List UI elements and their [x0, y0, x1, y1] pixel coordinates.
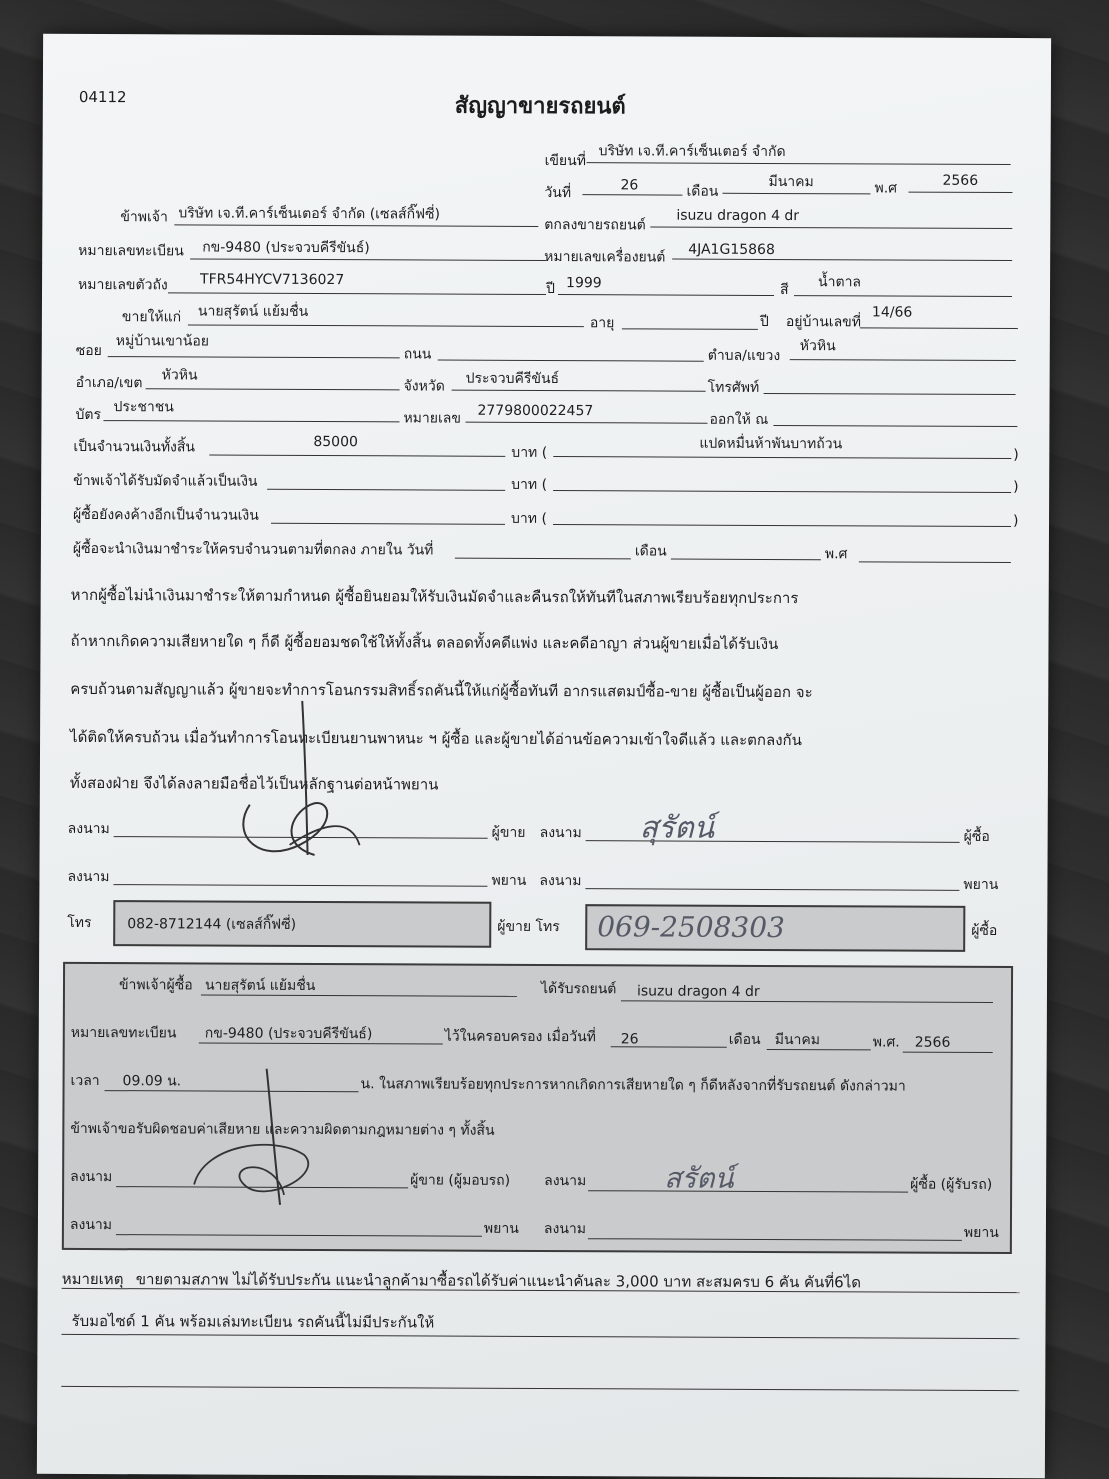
receipt-seller-sign-line [116, 1186, 408, 1188]
soi-label: ซอย [75, 342, 102, 360]
pay-month-line [671, 559, 821, 561]
receipt-year-label: พ.ศ. [872, 1034, 900, 1051]
pay-year-line [859, 561, 1011, 563]
receipt-box [62, 962, 1013, 1254]
buyer-name-value: นายสุรัตน์ แย้มชื่น [197, 303, 309, 320]
receipt-year-value: 2566 [914, 1034, 951, 1051]
issued-line [773, 425, 1017, 427]
subdistrict-label: ตำบล/แขวง [707, 347, 781, 365]
witness-1-sign-line [113, 884, 487, 887]
sign-label-witness-2: ลงนาม [539, 872, 582, 890]
pay-year-label: พ.ศ [824, 546, 848, 563]
district-label: อำเภอ/เขต [75, 374, 143, 392]
day-value: 26 [620, 177, 639, 194]
witness-2-sign-line [585, 888, 959, 891]
total-line [209, 455, 505, 457]
remain-close-paren: ) [1012, 513, 1019, 530]
car-model-line [650, 226, 1012, 229]
engine-label: หมายเลขเครื่องยนต์ [544, 248, 666, 266]
receipt-time-label: เวลา [70, 1072, 100, 1090]
car-year-line [558, 294, 774, 296]
receipt-buyer-role: ผู้ซื้อ (ผู้รับรถ) [910, 1176, 993, 1193]
receipt-witness-role-1: พยาน [483, 1220, 519, 1237]
receipt-year-line [903, 1052, 993, 1053]
age-unit: ปี [759, 313, 769, 330]
soi-value: หมู่บ้านเขาน้อย [115, 333, 210, 350]
deposit-line [267, 489, 505, 491]
seller-label: ข้าพเจ้า [120, 209, 168, 226]
color-value: น้ำตาล [818, 274, 862, 291]
receipt-seller-role: ผู้ขาย (ผู้มอบรถ) [410, 1172, 511, 1189]
terms-line-3: ครบถ้วนตามสัญญาแล้ว ผู้ขายจะทำการโอนกรรมสิทธิ์รถคันนี้ให้แก่ผู้ซื้อทันที อากรแสตมป์ซื้อ-ขาย ผู้ซื้อเป็นผู้ออก จะ [70, 679, 813, 702]
plate-label: หมายเลขทะเบียน [78, 242, 184, 260]
color-line [794, 295, 1012, 297]
district-value: หัวหิน [161, 367, 198, 384]
district-line [146, 388, 400, 390]
note-line-2: รับมอไซด์ 1 คัน พร้อมเล่มทะเบียน รถคันนี้ไม่มีประกันให้ [71, 1311, 435, 1332]
contract-paper [37, 34, 1051, 1478]
sign-label-buyer: ลงนาม [539, 824, 582, 842]
car-agree-label: ตกลงขายรถยนต์ [544, 216, 646, 234]
receipt-time-value: 09.09 น. [122, 1073, 182, 1090]
receipt-text-1: น. ในสภาพเรียบร้อยทุกประการหากเกิดการเสียหายใด ๆ ก็ดีหลังจากที่รับรถยนต์ ดังกล่าวมา [360, 1076, 906, 1095]
year-label: พ.ศ [874, 180, 898, 197]
receipt-possession-label: ไว้ในครอบครอง เมื่อวันที่ [444, 1028, 596, 1046]
sign-label-seller: ลงนาม [67, 820, 110, 838]
chassis-label: หมายเลขตัวถัง [78, 276, 168, 294]
card-value: ประชาชน [113, 399, 174, 416]
month-label: เดือน [686, 183, 719, 200]
receipt-buyer-label: ข้าพเจ้าผู้ซื้อ [118, 977, 193, 994]
receipt-time-line [105, 1090, 359, 1092]
receipt-plate-value: กข-9480 (ประจวบคีรีขันธ์) [204, 1025, 373, 1043]
year-line [908, 192, 1012, 193]
card-line [103, 420, 399, 422]
receipt-model-line [621, 1000, 993, 1003]
plate-line [190, 258, 546, 261]
written-at-label: เขียนที่ [544, 152, 586, 170]
province-value: ประจวบคีรีขันธ์ [465, 370, 560, 388]
total-baht: บาท ( [511, 444, 548, 462]
plate-value: กข-9480 (ประจวบคีรีขันธ์) [202, 239, 370, 257]
receipt-month-line [767, 1049, 871, 1050]
receipt-text-2: ข้าพเจ้าขอรับผิดชอบค่าเสียหาย และความผิดตามกฎหมายต่าง ๆ ทั้งสิ้น [70, 1120, 495, 1139]
id-label: หมายเลข [403, 410, 461, 427]
remain-baht: บาท ( [510, 510, 547, 528]
month-value: มีนาคม [768, 173, 814, 191]
province-label: จังหวัด [403, 378, 445, 395]
seller-role: ผู้ขาย [491, 824, 526, 841]
pay-label: ผู้ซื้อจะนำเงินมาชำระให้ครบจำนวนตามที่ตกลง ภายใน วันที่ [72, 540, 434, 559]
seller-tel-box [113, 900, 491, 948]
note-rule-2 [61, 1334, 1019, 1339]
chassis-line [168, 292, 546, 295]
receipt-witness-role-2: พยาน [963, 1224, 999, 1241]
tel-label: โทร [67, 914, 92, 932]
age-label: อายุ [589, 315, 615, 332]
receipt-plate-line [199, 1042, 443, 1044]
receipt-month-label: เดือน [728, 1031, 761, 1048]
seller-sign-line [114, 836, 488, 839]
receipt-buyer-signature: สรัตน์ [664, 1161, 734, 1195]
seller-value: บริษัท เจ.ที.คาร์เซ็นเตอร์ จำกัด (เซลส์กิ๊ฟซี่) [178, 205, 441, 223]
house-line [860, 327, 1018, 329]
receipt-witness-2-line [588, 1238, 962, 1241]
engine-line [672, 259, 1012, 261]
receipt-witness-1-line [116, 1234, 482, 1237]
issued-label: ออกให้ ณ [709, 411, 769, 428]
written-at-line [587, 162, 1011, 165]
house-label: อยู่บ้านเลขที่ [785, 314, 862, 331]
sell-to-label: ขายให้แก่ [121, 309, 182, 326]
receipt-sign-label-witness-1: ลงนาม [69, 1216, 113, 1234]
sign-label-witness-1: ลงนาม [67, 868, 110, 886]
car-year-label: ปี [546, 281, 555, 298]
house-value: 14/66 [871, 304, 913, 321]
seller-tel-role: ผู้ขาย โทร [497, 918, 560, 936]
witness-role-2: พยาน [963, 876, 999, 893]
chassis-value: TFR54HYCV7136027 [200, 271, 345, 289]
terms-line-4: ได้ติดให้ครบถ้วน เมื่อวันทำการโอนทะเบียนยานพาหนะ ฯ ผู้ซื้อ และผู้ขายได้อ่านข้อความเข้าใจดีแล้ว และตกลงกัน [70, 727, 802, 750]
id-line [465, 422, 707, 424]
buyer-tel-box [585, 904, 965, 952]
written-at-value: บริษัท เจ.ที.คาร์เซ็นเตอร์ จำกัด [598, 143, 786, 161]
year-value: 2566 [942, 172, 979, 189]
car-year-value: 1999 [566, 275, 602, 292]
buyer-role: ผู้ซื้อ [963, 828, 990, 845]
pay-day-line [455, 558, 631, 560]
terms-line-2: ถ้าหากเกิดความเสียหายใด ๆ ก็ดี ผู้ซื้อยอมชดใช้ให้ทั้งสิ้น ตลอดทั้งคดีแพ่ง และคดีอาญา ส่วนผู้ขายเมื่อได้รับเงิน [70, 631, 779, 654]
receipt-month-value: มีนาคม [774, 1032, 821, 1049]
total-label: เป็นจำนวนเงินทั้งสิ้น [73, 438, 196, 456]
total-text-value: แปดหมื่นห้าพันบาทถ้วน [699, 435, 843, 453]
terms-line-1: หากผู้ซื้อไม่นำเงินมาชำระให้ตามกำหนด ผู้ซื้อยินยอมให้รับเงินมัดจำและคืนรถให้ทันทีในสภาพเรียบร้อยทุกประการ [70, 585, 799, 608]
receipt-received-label: ได้รับรถยนต์ [540, 980, 617, 998]
receipt-buyer-line [201, 995, 517, 997]
buyer-signature: สุรัตน์ [639, 810, 715, 846]
deposit-label: ข้าพเจ้าได้รับมัดจำแล้วเป็นเงิน [73, 472, 258, 490]
document-number: 04112 [78, 87, 127, 107]
car-model-value: isuzu dragon 4 dr [676, 207, 800, 225]
deposit-baht: บาท ( [511, 476, 548, 494]
witness-role-1: พยาน [491, 872, 527, 889]
road-line [438, 360, 704, 362]
day-line [582, 194, 682, 195]
seller-line [174, 224, 538, 227]
id-value: 2779800022457 [477, 402, 594, 420]
total-close-paren: ) [1013, 447, 1019, 464]
receipt-model-value: isuzu dragon 4 dr [636, 983, 760, 1000]
phone-line [764, 393, 1016, 395]
total-text-line [553, 456, 1011, 459]
receipt-day-value: 26 [620, 1031, 639, 1048]
receipt-seller-signature-scribble [184, 1064, 345, 1215]
terms-line-5: ทั้งสองฝ่าย จึงได้ลงลายมือชื่อไว้เป็นหลักฐานต่อหน้าพยาน [69, 773, 439, 794]
day-label: วันที่ [544, 184, 572, 202]
receipt-plate-label: หมายเลขทะเบียน [70, 1024, 177, 1042]
buyer-tel-value: 069-2508303 [597, 910, 785, 945]
deposit-close-paren: ) [1013, 479, 1019, 496]
receipt-sign-label-witness-2: ลงนาม [543, 1221, 587, 1238]
buyer-tel-role: ผู้ซื้อ [971, 922, 998, 939]
note-line-1: ขายตามสภาพ ไม่ได้รับประกัน แนะนำลูกค้ามาซื้อรถได้รับค่าแนะนำคันละ 3,000 บาท สะสมครบ 6 คัน คันที่6ได [135, 1270, 862, 1292]
note-rule-3 [61, 1386, 1019, 1391]
deposit-text-line [553, 490, 1011, 493]
soi-line [108, 356, 400, 358]
engine-value: 4JA1G15868 [688, 241, 775, 259]
pay-month-label: เดือน [634, 543, 667, 560]
receipt-buyer-value: นายสุรัตน์ แย้มชื่น [204, 977, 316, 995]
subdistrict-line [790, 359, 1016, 361]
seller-tel-value: 082-8712144 (เซลส์กิ๊ฟซี่) [127, 916, 297, 933]
total-value: 85000 [313, 433, 358, 451]
remain-label: ผู้ซื้อยังคงค้างอีกเป็นจำนวนเงิน [73, 506, 259, 524]
age-line [622, 328, 758, 330]
receipt-sign-label-seller: ลงนาม [70, 1168, 113, 1186]
color-label: สี [780, 282, 789, 299]
month-line [722, 193, 870, 195]
road-label: ถนน [403, 346, 432, 363]
receipt-sign-label-buyer: ลงนาม [544, 1173, 587, 1190]
subdistrict-value: หัวหิน [799, 338, 836, 355]
receipt-buyer-sign-line [588, 1190, 908, 1192]
card-label: บัตร [75, 406, 102, 424]
document-title: สัญญาขายรถยนต์ [454, 93, 626, 120]
remain-text-line [553, 524, 1011, 527]
phone-label: โทรศัพท์ [707, 379, 760, 396]
buyer-name-line [188, 324, 584, 327]
note-label: หมายเหตุ [61, 1269, 124, 1289]
remain-line [271, 523, 505, 525]
province-line [452, 390, 706, 392]
